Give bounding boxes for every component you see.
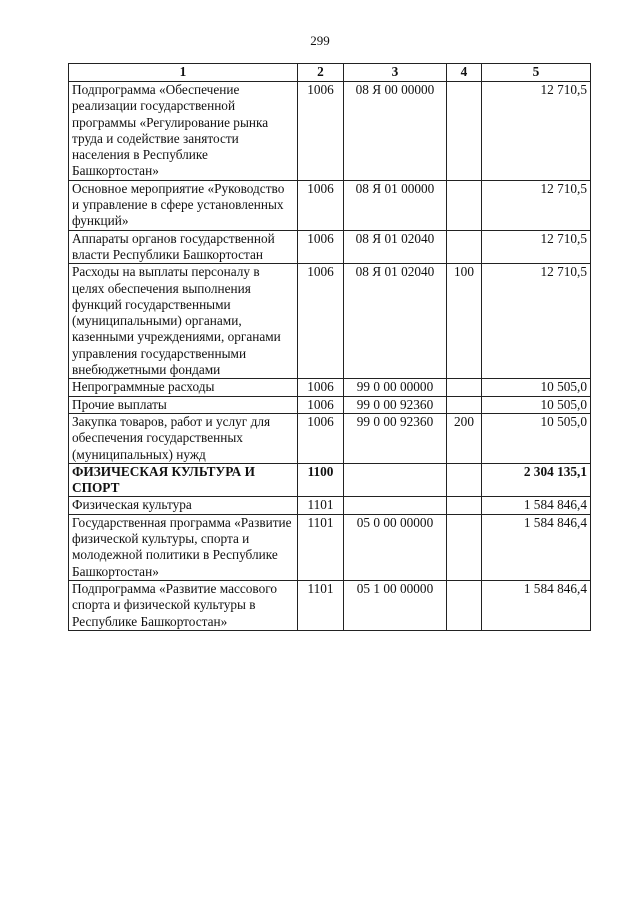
cell-expense-type: [447, 497, 482, 514]
cell-amount: 12 710,5: [482, 82, 591, 181]
table-body: [69, 82, 591, 631]
table-row: [69, 82, 591, 181]
cell-amount: 12 710,5: [482, 264, 591, 379]
cell-amount: 10 505,0: [482, 396, 591, 413]
cell-section: 1006: [298, 396, 344, 413]
cell-section: 1100: [298, 463, 344, 497]
cell-target-code: 08 Я 01 02040: [344, 230, 447, 264]
cell-expense-type: [447, 514, 482, 580]
cell-section: 1006: [298, 230, 344, 264]
budget-table: [68, 63, 591, 631]
cell-expense-type: [447, 463, 482, 497]
cell-amount: 1 584 846,4: [482, 580, 591, 630]
cell-name: Основное мероприятие «Руководство и управление в сфере установленных функций»: [69, 180, 298, 230]
cell-amount: 2 304 135,1: [482, 463, 591, 497]
cell-section: 1101: [298, 497, 344, 514]
cell-section: 1006: [298, 264, 344, 379]
cell-expense-type: [447, 180, 482, 230]
cell-target-code: 08 Я 01 00000: [344, 180, 447, 230]
cell-target-code: 99 0 00 00000: [344, 379, 447, 396]
cell-amount: 10 505,0: [482, 379, 591, 396]
cell-target-code: 99 0 00 92360: [344, 413, 447, 463]
cell-target-code: 05 0 00 00000: [344, 514, 447, 580]
table-row: [69, 497, 591, 514]
cell-expense-type: [447, 379, 482, 396]
cell-name: ФИЗИЧЕСКАЯ КУЛЬТУРА И СПОРТ: [69, 463, 298, 497]
header-col-5: 5: [482, 64, 591, 82]
table-row: [69, 463, 591, 497]
cell-name: Аппараты органов государственной власти Республики Башкортостан: [69, 230, 298, 264]
cell-section: 1006: [298, 180, 344, 230]
table-row: [69, 580, 591, 630]
header-col-3: 3: [344, 64, 447, 82]
cell-name: Прочие выплаты: [69, 396, 298, 413]
table-row: [69, 264, 591, 379]
cell-expense-type: 100: [447, 264, 482, 379]
cell-name: Физическая культура: [69, 497, 298, 514]
cell-name: Закупка товаров, работ и услуг для обеспечения государственных (муниципальных) нужд: [69, 413, 298, 463]
table-row: [69, 413, 591, 463]
cell-expense-type: [447, 230, 482, 264]
cell-target-code: 05 1 00 00000: [344, 580, 447, 630]
cell-target-code: [344, 463, 447, 497]
cell-name: Подпрограмма «Обеспечение реализации государственной программы «Регулирование рынка труда и содействие занятости населения в Республике Башкортостан»: [69, 82, 298, 181]
cell-expense-type: [447, 82, 482, 181]
cell-name: Подпрограмма «Развитие массового спорта и физической культуры в Республике Башкортостан»: [69, 580, 298, 630]
table-row: [69, 180, 591, 230]
table-row: [69, 396, 591, 413]
cell-section: 1006: [298, 379, 344, 396]
cell-target-code: 99 0 00 92360: [344, 396, 447, 413]
header-col-1: 1: [69, 64, 298, 82]
header-col-4: 4: [447, 64, 482, 82]
cell-amount: 10 505,0: [482, 413, 591, 463]
header-col-2: 2: [298, 64, 344, 82]
cell-amount: 12 710,5: [482, 230, 591, 264]
cell-section: 1006: [298, 413, 344, 463]
cell-section: 1101: [298, 514, 344, 580]
cell-target-code: [344, 497, 447, 514]
cell-name: Государственная программа «Развитие физической культуры, спорта и молодежной политики в Республике Башкортостан»: [69, 514, 298, 580]
cell-expense-type: 200: [447, 413, 482, 463]
cell-name: Непрограммные расходы: [69, 379, 298, 396]
page-number: 299: [310, 33, 330, 48]
cell-amount: 1 584 846,4: [482, 514, 591, 580]
table-row: [69, 230, 591, 264]
cell-section: 1006: [298, 82, 344, 181]
cell-target-code: 08 Я 01 02040: [344, 264, 447, 379]
cell-amount: 12 710,5: [482, 180, 591, 230]
cell-expense-type: [447, 396, 482, 413]
cell-expense-type: [447, 580, 482, 630]
cell-section: 1101: [298, 580, 344, 630]
cell-amount: 1 584 846,4: [482, 497, 591, 514]
table-row: [69, 379, 591, 396]
table-header-row: [69, 64, 591, 82]
cell-target-code: 08 Я 00 00000: [344, 82, 447, 181]
table-row: [69, 514, 591, 580]
cell-name: Расходы на выплаты персоналу в целях обеспечения выполнения функций государственными (муниципальными) органами, казенными учреждениями, органами управления государственными внебюджетными фондами: [69, 264, 298, 379]
